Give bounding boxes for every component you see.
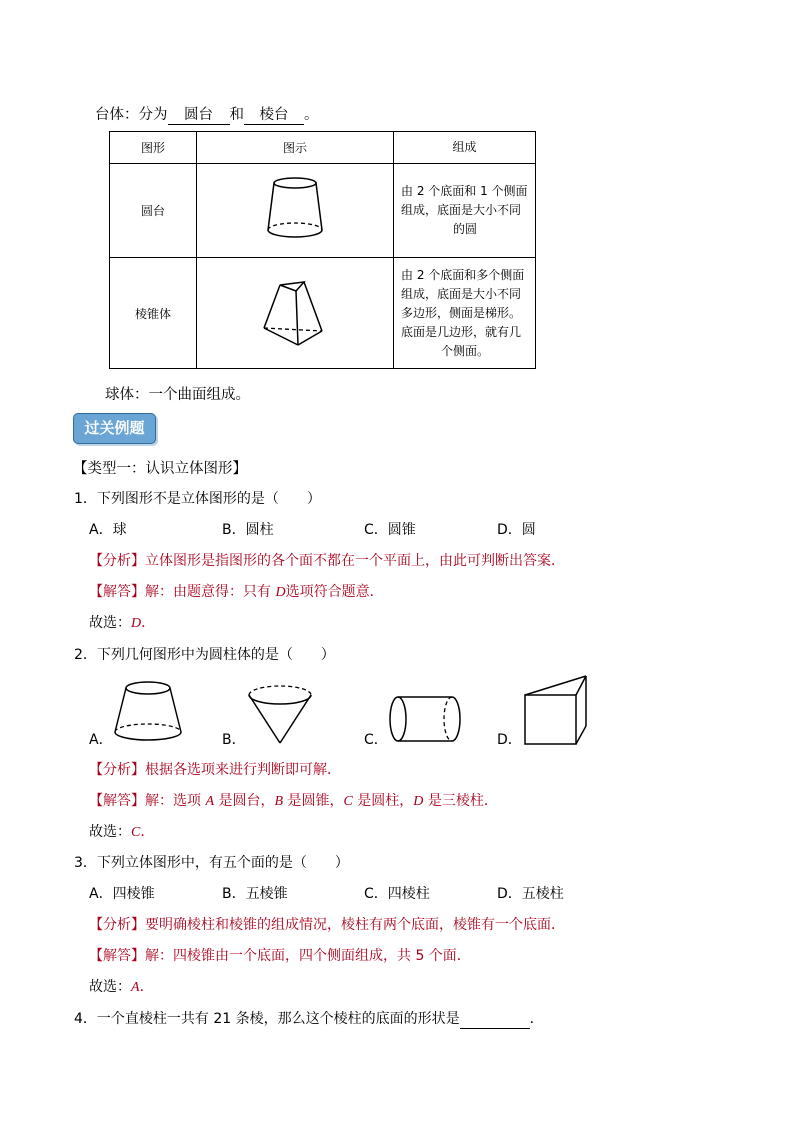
- choice-label: 故选：: [89, 979, 131, 995]
- answer-text: 是圆台，: [214, 793, 275, 809]
- q2-frustum-icon: [110, 678, 186, 746]
- row-composition-frustum: [394, 164, 536, 258]
- composition-line: 多边形，侧面是梯形。: [401, 305, 522, 320]
- choice-end: ．: [141, 615, 156, 631]
- q2-option-a: A．: [89, 732, 113, 748]
- intro-and: 和: [229, 107, 244, 123]
- q3-option-d: D．五棱柱: [497, 886, 564, 902]
- choice-end: ．: [140, 824, 155, 840]
- row-name-frustum: 圆台: [110, 164, 197, 258]
- choice-label: 故选：: [89, 615, 131, 631]
- analysis-text: 根据各选项来进行判断即可解．: [145, 762, 341, 778]
- q1-choice: [89, 612, 155, 632]
- q1-analysis: [89, 550, 565, 570]
- blank-prism-frustum: 棱台: [244, 107, 304, 125]
- answer-text: 解：由题意得：只有: [145, 584, 276, 600]
- answer-text: 是圆柱，: [352, 793, 414, 809]
- intro-prefix: 台体：分为: [95, 107, 168, 123]
- composition-line: 组成，底面是大小不同: [401, 203, 522, 217]
- answer-variable: D: [275, 585, 286, 600]
- q3-option-c: C．四棱柱: [364, 886, 430, 902]
- analysis-tag: 【分析】: [89, 762, 145, 778]
- choice-value: D: [131, 616, 142, 631]
- intro-end: 。: [304, 107, 319, 123]
- header-figure: 图示: [197, 132, 394, 164]
- q3-analysis: [89, 914, 565, 934]
- frustum-drawing: [260, 174, 330, 244]
- choice-value: C: [131, 825, 141, 840]
- q1-option-a: A．球: [89, 522, 127, 538]
- q3-option-a: A．四棱锥: [89, 886, 155, 902]
- analysis-text: 立体图形是指图形的各个面不都在一个平面上，由此可判断出答案．: [145, 553, 565, 569]
- q2-option-b: B．: [222, 732, 246, 748]
- q3-option-b: B．五棱锥: [222, 886, 288, 902]
- analysis-tag: 【分析】: [89, 553, 145, 569]
- answer-text: 解：四棱锥由一个底面，四个侧面组成，共 5 个面．: [145, 948, 471, 964]
- q2-cylinder-icon: [386, 693, 464, 745]
- composition-line: 底面是几边形，就有几: [401, 324, 522, 339]
- q4-stem: 4．一个直棱柱一共有 21 条棱，那么这个棱柱的底面的形状是: [74, 1011, 460, 1027]
- header-shape: 图形: [110, 132, 197, 164]
- analysis-text: 要明确棱柱和棱锥的组成情况，棱柱有两个底面，棱锥有一个底面．: [145, 917, 565, 933]
- answer-text: 是圆锥，: [283, 793, 344, 809]
- q2-analysis: [89, 759, 341, 779]
- row-name-pyramid-frustum: 棱锥体: [110, 258, 197, 369]
- answer-text: 是三棱柱．: [423, 793, 498, 809]
- q1-answer: [89, 581, 384, 601]
- q4-stem-line: [74, 1008, 544, 1029]
- pyramid-frustum-drawing: [260, 275, 330, 349]
- q4-end: ．: [529, 1011, 544, 1027]
- answer-variable: B: [274, 794, 284, 809]
- pyramid-frustum-figure-cell: [197, 258, 394, 369]
- frustum-table: [109, 131, 536, 369]
- answer-text: 解：选项: [145, 793, 206, 809]
- answer-variable: A: [205, 794, 215, 809]
- q3-answer: [89, 945, 471, 965]
- blank-frustum: 圆台: [168, 107, 230, 125]
- type-heading: 【类型一：认识立体图形】: [73, 461, 247, 477]
- table-header-row: [110, 132, 536, 164]
- q2-cone-icon: [246, 683, 314, 747]
- composition-line: 的圆: [452, 222, 477, 236]
- q2-choice: [89, 821, 154, 841]
- composition-line: 个侧面。: [440, 343, 489, 358]
- answer-tag: 【解答】: [89, 793, 145, 809]
- row-composition-pyramid-frustum: [394, 258, 536, 369]
- composition-line: 由 2 个底面和多个侧面: [401, 267, 525, 282]
- q2-prism-icon: [520, 673, 592, 747]
- section-badge: 过关例题: [73, 413, 156, 444]
- analysis-tag: 【分析】: [89, 917, 145, 933]
- composition-line: 组成，底面是大小不同: [401, 286, 522, 301]
- header-composition: 组成: [394, 132, 536, 164]
- table-row: [110, 258, 536, 369]
- table-row: [110, 164, 536, 258]
- q2-option-c: C．: [364, 732, 388, 748]
- frustum-figure-cell: [197, 164, 394, 258]
- answer-variable: D: [413, 794, 424, 809]
- sphere-line: 球体：一个曲面组成。: [105, 387, 250, 403]
- q1-option-d: D．圆: [497, 522, 536, 538]
- choice-value: A: [131, 980, 140, 995]
- q3-choice: [89, 976, 154, 996]
- choice-label: 故选：: [89, 824, 131, 840]
- q1-stem: 1．下列图形不是立体图形的是（ ）: [74, 491, 321, 507]
- q3-stem: 3．下列立体图形中，有五个面的是（ ）: [74, 855, 349, 871]
- q4-answer-blank: [460, 1011, 530, 1029]
- q2-answer: [89, 790, 498, 810]
- q1-option-b: B．圆柱: [222, 522, 274, 538]
- intro-line: [95, 103, 319, 125]
- answer-variable: C: [343, 794, 353, 809]
- q1-option-c: C．圆锥: [364, 522, 416, 538]
- composition-line: 由 2 个底面和 1 个侧面: [401, 184, 528, 198]
- q2-stem: 2．下列几何图形中为圆柱体的是（ ）: [74, 647, 335, 663]
- answer-tag: 【解答】: [89, 584, 145, 600]
- answer-text: 选项符合题意．: [285, 584, 384, 600]
- answer-tag: 【解答】: [89, 948, 145, 964]
- choice-end: ．: [139, 979, 154, 995]
- q2-option-d: D．: [497, 732, 522, 748]
